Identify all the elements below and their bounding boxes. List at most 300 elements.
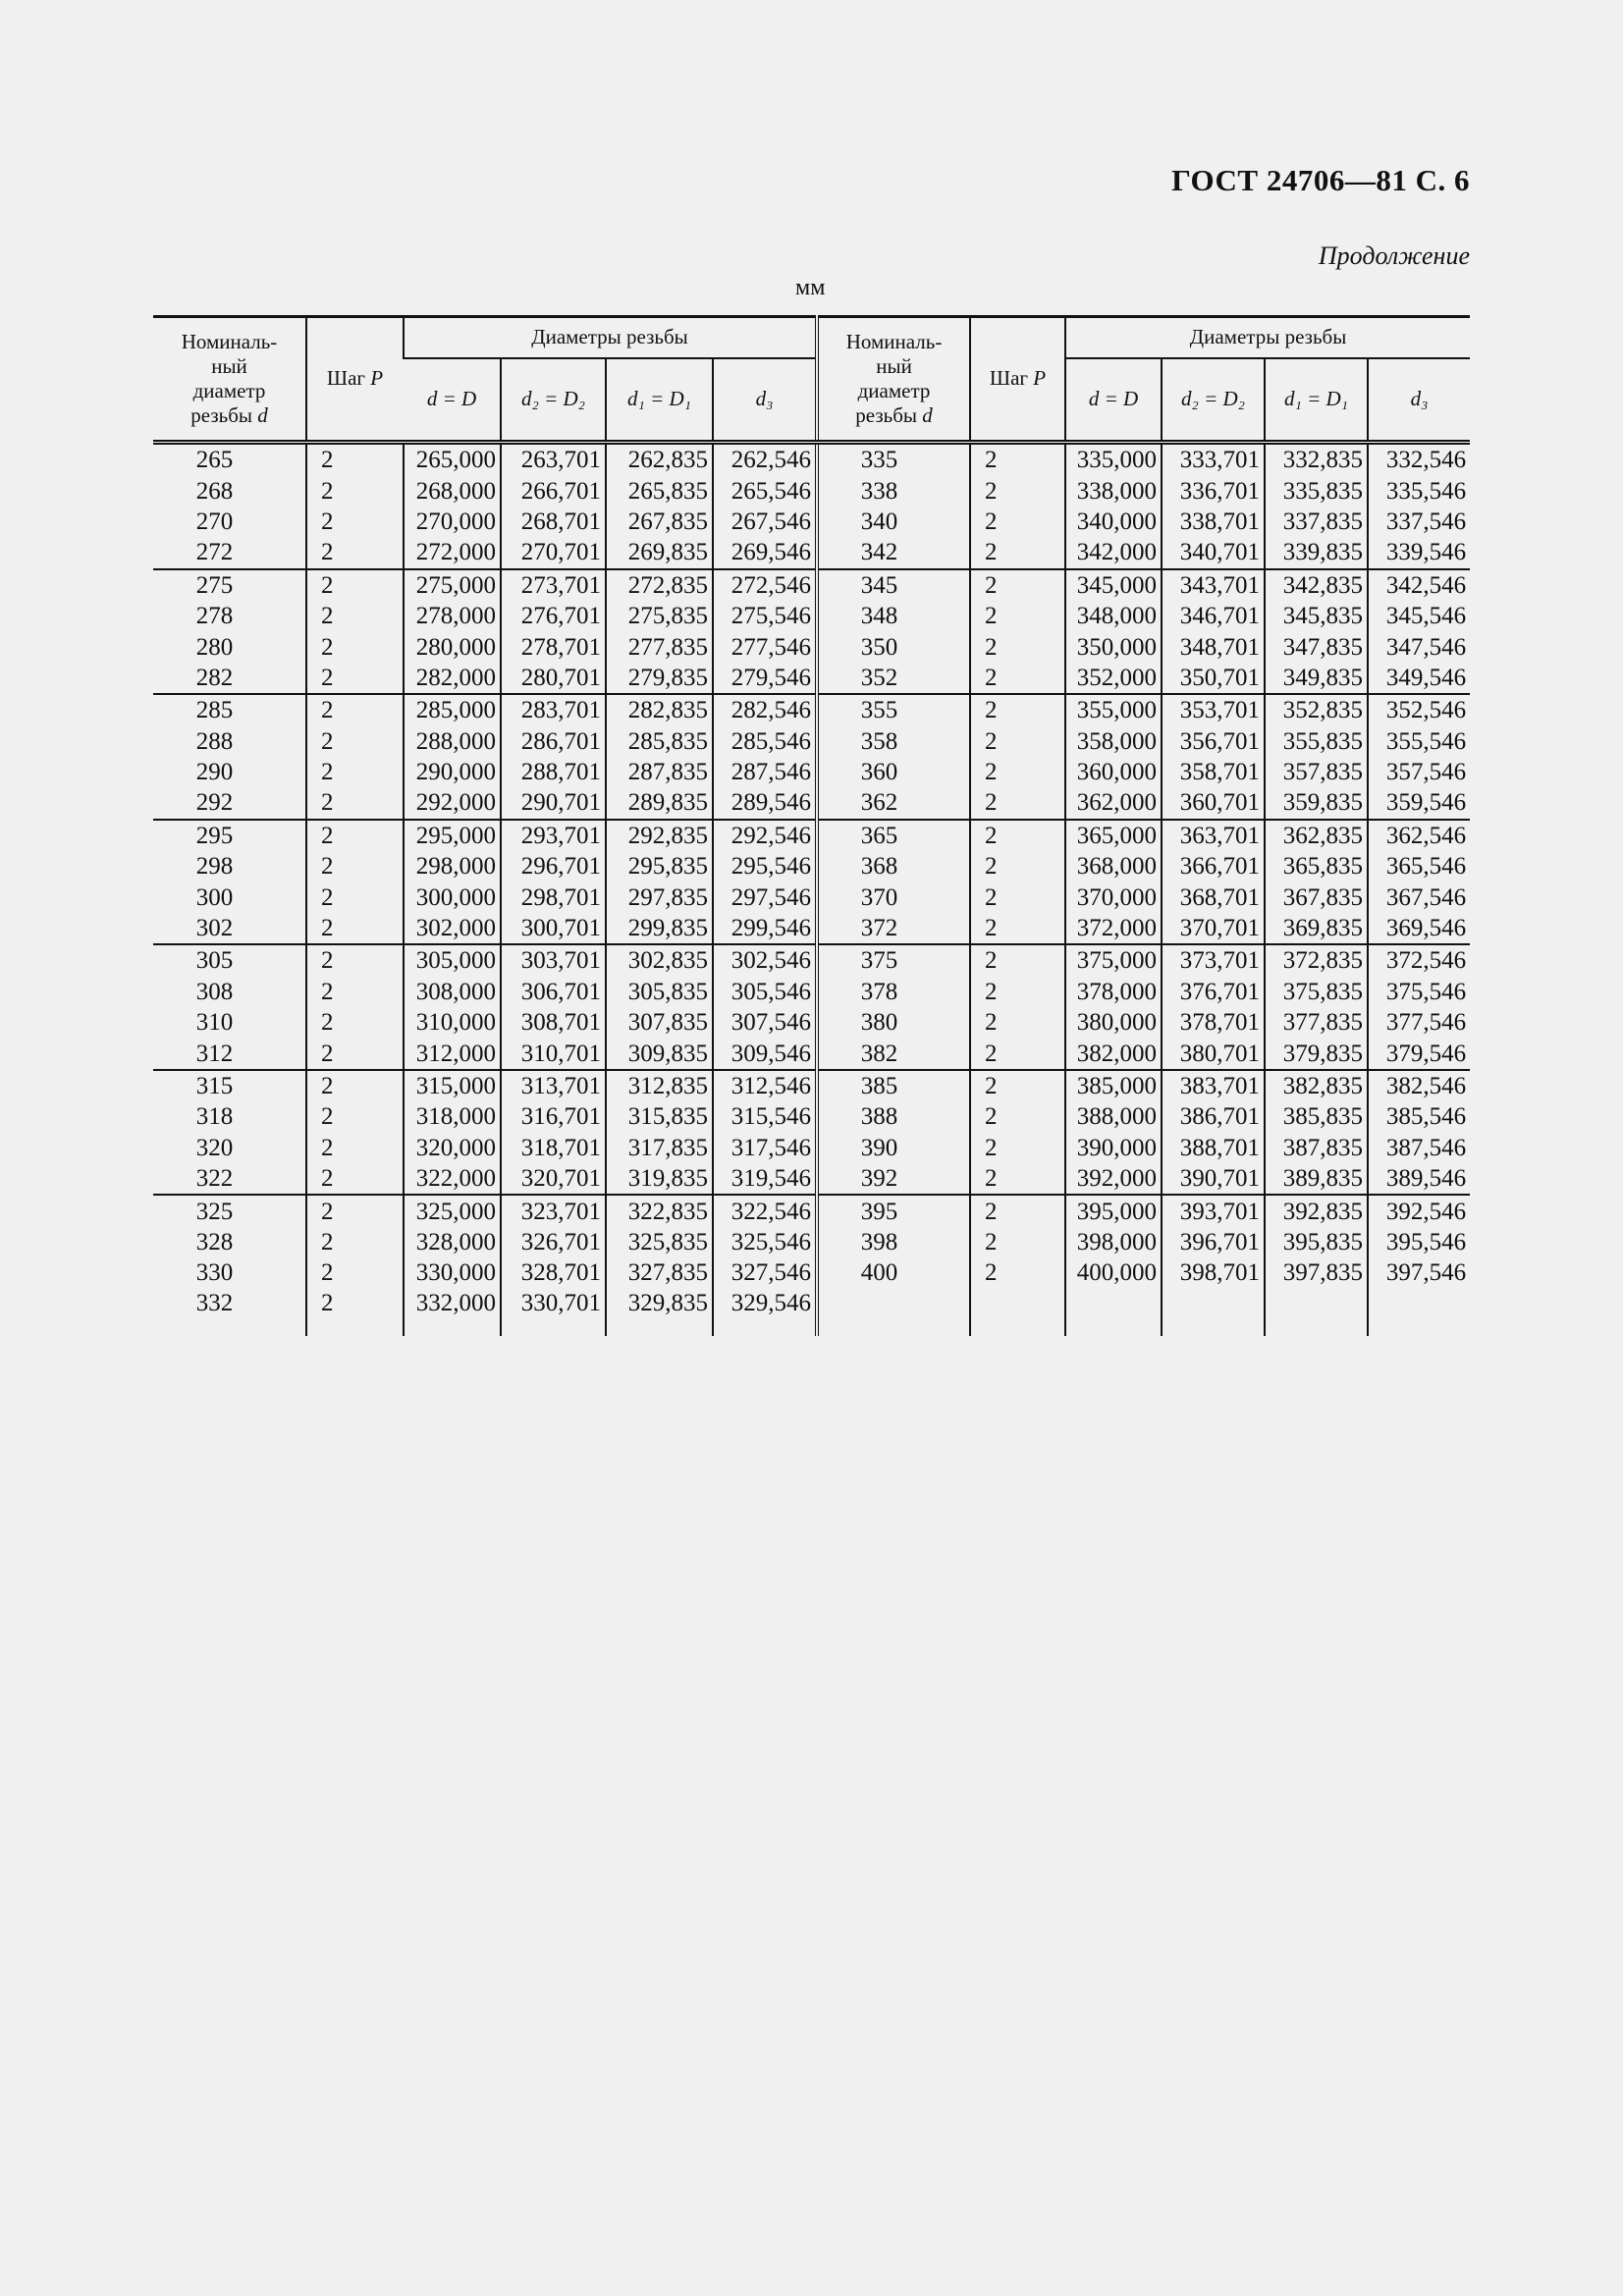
left-d2-cell: 268,701 <box>501 507 606 537</box>
right-step-cell: 2 <box>970 631 1065 662</box>
d-eq-D-header-right: d = D <box>1065 358 1162 443</box>
left-step-cell: 2 <box>306 1257 404 1288</box>
left-d2-cell: 280,701 <box>501 663 606 694</box>
left-d2-cell: 298,701 <box>501 881 606 912</box>
left-d1-cell: 329,835 <box>606 1289 713 1336</box>
right-nominal-cell: 338 <box>817 475 970 506</box>
left-nominal-cell: 272 <box>195 539 234 566</box>
left-step-cell: 2 <box>306 569 404 601</box>
right-step-cell: 2 <box>970 1007 1065 1038</box>
right-d2-cell: 380,701 <box>1162 1038 1265 1069</box>
right-d2-cell: 370,701 <box>1162 913 1265 944</box>
right-d2-cell: 356,701 <box>1162 726 1265 757</box>
left-d1-cell: 315,835 <box>606 1101 713 1132</box>
table-row <box>153 913 1470 944</box>
left-d2-cell: 290,701 <box>501 787 606 819</box>
left-d3-cell: 272,546 <box>713 569 817 601</box>
right-nominal-cell: 380 <box>817 1007 970 1038</box>
right-d2-cell: 333,701 <box>1162 443 1265 476</box>
left-d2-cell: 300,701 <box>501 913 606 944</box>
right-d-cell: 392,000 <box>1065 1163 1162 1195</box>
right-step-cell: 2 <box>970 944 1065 976</box>
left-nominal-cell: 315 <box>153 1070 306 1101</box>
left-step-cell: 2 <box>306 475 404 506</box>
right-step-cell: 2 <box>970 1195 1065 1226</box>
right-nominal-cell: 362 <box>817 787 970 819</box>
left-d2-cell: 266,701 <box>501 475 606 506</box>
right-d3-cell: 337,546 <box>1368 507 1470 537</box>
right-d3-cell: 395,546 <box>1368 1227 1470 1257</box>
left-step-cell: 2 <box>306 537 404 568</box>
left-d3-cell: 277,546 <box>713 631 817 662</box>
right-d3-cell: 397,546 <box>1368 1257 1470 1288</box>
left-d2-cell: 283,701 <box>501 694 606 725</box>
right-step-cell: 2 <box>970 787 1065 819</box>
right-d1-cell: 337,835 <box>1265 507 1368 537</box>
left-d1-cell: 292,835 <box>606 820 713 851</box>
left-step-cell: 2 <box>306 443 404 476</box>
table-row <box>153 820 1470 851</box>
left-step-cell: 2 <box>306 1133 404 1163</box>
table-body <box>153 443 1470 1336</box>
left-d1-cell: 295,835 <box>606 851 713 881</box>
right-d-cell: 360,000 <box>1065 757 1162 787</box>
right-d3-cell <box>1368 1289 1470 1336</box>
left-d2-cell: 276,701 <box>501 601 606 631</box>
left-d1-cell: 317,835 <box>606 1133 713 1163</box>
right-d2-cell: 366,701 <box>1162 851 1265 881</box>
right-d1-cell <box>1265 1289 1368 1336</box>
left-d1-cell: 282,835 <box>606 694 713 725</box>
left-d3-cell: 295,546 <box>713 851 817 881</box>
left-d2-cell: 310,701 <box>501 1038 606 1069</box>
d1-eq-D1-header-right: d₁ = D₁ <box>1265 358 1368 443</box>
d3-header: d₃ <box>713 358 817 443</box>
left-d3-cell: 325,546 <box>713 1227 817 1257</box>
right-nominal-cell: 360 <box>817 757 970 787</box>
left-d-cell: 305,000 <box>404 944 501 976</box>
right-d3-cell: 387,546 <box>1368 1133 1470 1163</box>
right-nominal-cell: 382 <box>817 1038 970 1069</box>
left-d2-cell: 263,701 <box>501 443 606 476</box>
d3-header-right: d₃ <box>1368 358 1470 443</box>
left-d-cell: 290,000 <box>404 757 501 787</box>
right-nominal-cell: 342 <box>817 537 970 568</box>
right-nominal-cell: 398 <box>817 1227 970 1257</box>
left-nominal-cell: 325 <box>153 1195 306 1226</box>
left-d1-cell: 307,835 <box>606 1007 713 1038</box>
left-d3-cell: 279,546 <box>713 663 817 694</box>
nominal-diameter-header: Номиналь- ный диаметр резьбы d <box>153 317 306 443</box>
right-d2-cell <box>1162 1289 1265 1336</box>
left-d-cell: 312,000 <box>404 1038 501 1069</box>
left-step-cell: 2 <box>306 1289 404 1336</box>
left-step-cell: 2 <box>306 1195 404 1226</box>
right-step-cell: 2 <box>970 443 1065 476</box>
right-step-cell: 2 <box>970 537 1065 568</box>
right-nominal-cell: 368 <box>817 851 970 881</box>
right-step-cell: 2 <box>970 757 1065 787</box>
right-d-cell: 352,000 <box>1065 663 1162 694</box>
table-row <box>153 1257 1470 1288</box>
right-nominal-cell: 335 <box>817 443 970 476</box>
right-d-cell: 400,000 <box>1065 1257 1162 1288</box>
left-nominal-cell: 330 <box>195 1259 234 1287</box>
table-row <box>153 1007 1470 1038</box>
left-d2-cell: 318,701 <box>501 1133 606 1163</box>
right-d-cell: 395,000 <box>1065 1195 1162 1226</box>
table-row <box>153 1227 1470 1257</box>
left-d-cell: 285,000 <box>404 694 501 725</box>
left-nominal-cell: 298 <box>195 853 234 881</box>
left-d1-cell: 285,835 <box>606 726 713 757</box>
left-d-cell: 315,000 <box>404 1070 501 1101</box>
table-row <box>153 475 1470 506</box>
right-d3-cell: 352,546 <box>1368 694 1470 725</box>
table-row <box>153 601 1470 631</box>
right-d-cell: 370,000 <box>1065 881 1162 912</box>
right-d3-cell: 369,546 <box>1368 913 1470 944</box>
left-d1-cell: 297,835 <box>606 881 713 912</box>
left-nominal-cell: 268 <box>195 477 234 505</box>
page-title: ГОСТ 24706—81 С. 6 <box>1171 163 1470 197</box>
left-nominal-cell: 295 <box>153 820 306 851</box>
left-d3-cell: 267,546 <box>713 507 817 537</box>
left-d1-cell: 319,835 <box>606 1163 713 1195</box>
left-d1-cell: 275,835 <box>606 601 713 631</box>
right-d-cell: 380,000 <box>1065 1007 1162 1038</box>
diameters-group-header: Диаметры резьбы <box>404 317 817 359</box>
left-step-cell: 2 <box>306 663 404 694</box>
right-d-cell: 398,000 <box>1065 1227 1162 1257</box>
right-step-cell: 2 <box>970 507 1065 537</box>
right-d1-cell: 369,835 <box>1265 913 1368 944</box>
left-d3-cell: 309,546 <box>713 1038 817 1069</box>
left-nominal-cell: 280 <box>195 633 234 661</box>
right-d2-cell: 353,701 <box>1162 694 1265 725</box>
right-step-cell: 2 <box>970 1038 1065 1069</box>
right-step-cell: 2 <box>970 1070 1065 1101</box>
right-d2-cell: 376,701 <box>1162 977 1265 1007</box>
left-d3-cell: 322,546 <box>713 1195 817 1226</box>
left-d1-cell: 265,835 <box>606 475 713 506</box>
left-nominal-cell: 318 <box>195 1103 234 1131</box>
left-d1-cell: 269,835 <box>606 537 713 568</box>
right-d2-cell: 340,701 <box>1162 537 1265 568</box>
left-d2-cell: 293,701 <box>501 820 606 851</box>
right-d1-cell: 377,835 <box>1265 1007 1368 1038</box>
left-d2-cell: 328,701 <box>501 1257 606 1288</box>
right-d1-cell: 355,835 <box>1265 726 1368 757</box>
left-nominal-cell: 278 <box>195 603 234 630</box>
right-step-cell: 2 <box>970 601 1065 631</box>
right-d3-cell: 392,546 <box>1368 1195 1470 1226</box>
table-row <box>153 881 1470 912</box>
table-row <box>153 851 1470 881</box>
left-d-cell: 300,000 <box>404 881 501 912</box>
left-d-cell: 302,000 <box>404 913 501 944</box>
table-row <box>153 443 1470 476</box>
left-d1-cell: 302,835 <box>606 944 713 976</box>
table-row <box>153 1195 1470 1226</box>
right-d3-cell: 342,546 <box>1368 569 1470 601</box>
left-d1-cell: 322,835 <box>606 1195 713 1226</box>
left-d3-cell: 305,546 <box>713 977 817 1007</box>
left-d-cell: 268,000 <box>404 475 501 506</box>
right-nominal-cell: 385 <box>817 1070 970 1101</box>
left-d-cell: 275,000 <box>404 569 501 601</box>
right-d1-cell: 357,835 <box>1265 757 1368 787</box>
right-d3-cell: 367,546 <box>1368 881 1470 912</box>
left-d3-cell: 327,546 <box>713 1257 817 1288</box>
left-d1-cell: 309,835 <box>606 1038 713 1069</box>
right-d1-cell: 359,835 <box>1265 787 1368 819</box>
right-d2-cell: 346,701 <box>1162 601 1265 631</box>
right-step-cell: 2 <box>970 1133 1065 1163</box>
nominal-diameter-header-right: Номиналь- ный диаметр резьбы d <box>817 317 970 443</box>
left-d1-cell: 287,835 <box>606 757 713 787</box>
right-d3-cell: 382,546 <box>1368 1070 1470 1101</box>
left-d-cell: 272,000 <box>404 537 501 568</box>
right-d2-cell: 343,701 <box>1162 569 1265 601</box>
right-nominal-cell: 400 <box>817 1257 970 1288</box>
left-d1-cell: 279,835 <box>606 663 713 694</box>
left-d-cell: 308,000 <box>404 977 501 1007</box>
left-d3-cell: 265,546 <box>713 475 817 506</box>
left-nominal-cell: 308 <box>195 978 234 1005</box>
table-row <box>153 663 1470 694</box>
left-d-cell: 292,000 <box>404 787 501 819</box>
right-d-cell: 368,000 <box>1065 851 1162 881</box>
left-nominal-cell: 320 <box>195 1134 234 1161</box>
table-row <box>153 1289 1470 1336</box>
left-nominal-cell: 270 <box>195 507 234 535</box>
left-d1-cell: 327,835 <box>606 1257 713 1288</box>
left-d2-cell: 323,701 <box>501 1195 606 1226</box>
left-d3-cell: 317,546 <box>713 1133 817 1163</box>
right-d2-cell: 386,701 <box>1162 1101 1265 1132</box>
right-d1-cell: 342,835 <box>1265 569 1368 601</box>
right-nominal-cell: 370 <box>817 881 970 912</box>
table-row <box>153 507 1470 537</box>
right-d2-cell: 398,701 <box>1162 1257 1265 1288</box>
table-row <box>153 569 1470 601</box>
right-nominal-cell: 358 <box>817 726 970 757</box>
right-d3-cell: 349,546 <box>1368 663 1470 694</box>
left-d3-cell: 289,546 <box>713 787 817 819</box>
right-step-cell: 2 <box>970 913 1065 944</box>
right-d-cell: 350,000 <box>1065 631 1162 662</box>
right-step-cell: 2 <box>970 663 1065 694</box>
right-step-cell: 2 <box>970 694 1065 725</box>
right-d1-cell: 332,835 <box>1265 443 1368 476</box>
left-step-cell: 2 <box>306 694 404 725</box>
right-d3-cell: 389,546 <box>1368 1163 1470 1195</box>
left-d3-cell: 312,546 <box>713 1070 817 1101</box>
right-d1-cell: 395,835 <box>1265 1227 1368 1257</box>
right-d3-cell: 335,546 <box>1368 475 1470 506</box>
right-step-cell: 2 <box>970 851 1065 881</box>
left-step-cell: 2 <box>306 1038 404 1069</box>
right-d2-cell: 383,701 <box>1162 1070 1265 1101</box>
right-d1-cell: 382,835 <box>1265 1070 1368 1101</box>
left-d2-cell: 296,701 <box>501 851 606 881</box>
left-step-cell: 2 <box>306 1070 404 1101</box>
right-d2-cell: 348,701 <box>1162 631 1265 662</box>
right-d1-cell: 392,835 <box>1265 1195 1368 1226</box>
right-d3-cell: 332,546 <box>1368 443 1470 476</box>
right-d2-cell: 336,701 <box>1162 475 1265 506</box>
right-nominal-cell: 395 <box>817 1195 970 1226</box>
right-nominal-cell: 365 <box>817 820 970 851</box>
left-nominal-cell: 332 <box>195 1289 234 1316</box>
left-d2-cell: 273,701 <box>501 569 606 601</box>
right-d3-cell: 379,546 <box>1368 1038 1470 1069</box>
left-step-cell: 2 <box>306 913 404 944</box>
right-nominal-cell: 340 <box>817 507 970 537</box>
left-d3-cell: 269,546 <box>713 537 817 568</box>
left-d-cell: 288,000 <box>404 726 501 757</box>
d2-eq-D2-header: d₂ = D₂ <box>501 358 606 443</box>
left-step-cell: 2 <box>306 507 404 537</box>
left-d2-cell: 308,701 <box>501 1007 606 1038</box>
right-d2-cell: 373,701 <box>1162 944 1265 976</box>
left-nominal-cell: 288 <box>195 727 234 755</box>
right-d1-cell: 339,835 <box>1265 537 1368 568</box>
right-d3-cell: 359,546 <box>1368 787 1470 819</box>
right-nominal-cell: 345 <box>817 569 970 601</box>
left-nominal-cell: 282 <box>195 664 234 691</box>
right-d3-cell: 355,546 <box>1368 726 1470 757</box>
left-d1-cell: 267,835 <box>606 507 713 537</box>
right-d3-cell: 339,546 <box>1368 537 1470 568</box>
right-step-cell: 2 <box>970 1101 1065 1132</box>
diameters-group-header-right: Диаметры резьбы <box>1065 317 1470 359</box>
right-nominal-cell: 352 <box>817 663 970 694</box>
left-step-cell: 2 <box>306 726 404 757</box>
left-d-cell: 310,000 <box>404 1007 501 1038</box>
left-d-cell: 280,000 <box>404 631 501 662</box>
left-step-cell: 2 <box>306 787 404 819</box>
left-d-cell: 265,000 <box>404 443 501 476</box>
left-nominal-cell: 328 <box>195 1228 234 1255</box>
left-step-cell: 2 <box>306 977 404 1007</box>
left-d3-cell: 302,546 <box>713 944 817 976</box>
right-d1-cell: 372,835 <box>1265 944 1368 976</box>
right-d2-cell: 358,701 <box>1162 757 1265 787</box>
right-d2-cell: 363,701 <box>1162 820 1265 851</box>
right-step-cell: 2 <box>970 977 1065 1007</box>
right-step-cell: 2 <box>970 1227 1065 1257</box>
continuation-label: Продолжение <box>1318 241 1470 270</box>
right-nominal-cell: 378 <box>817 977 970 1007</box>
right-step-cell: 2 <box>970 1163 1065 1195</box>
right-step-cell: 2 <box>970 1257 1065 1288</box>
left-d1-cell: 325,835 <box>606 1227 713 1257</box>
unit-label: мм <box>795 275 826 300</box>
right-d1-cell: 352,835 <box>1265 694 1368 725</box>
table-row <box>153 944 1470 976</box>
left-step-cell: 2 <box>306 601 404 631</box>
right-step-cell: 2 <box>970 881 1065 912</box>
right-d-cell: 335,000 <box>1065 443 1162 476</box>
left-d2-cell: 316,701 <box>501 1101 606 1132</box>
left-d2-cell: 320,701 <box>501 1163 606 1195</box>
left-d-cell: 320,000 <box>404 1133 501 1163</box>
left-d3-cell: 299,546 <box>713 913 817 944</box>
right-d1-cell: 345,835 <box>1265 601 1368 631</box>
right-nominal-cell: 355 <box>817 694 970 725</box>
right-nominal-cell: 390 <box>817 1133 970 1163</box>
left-step-cell: 2 <box>306 944 404 976</box>
right-d1-cell: 385,835 <box>1265 1101 1368 1132</box>
left-d3-cell: 275,546 <box>713 601 817 631</box>
left-nominal-cell: 265 <box>195 447 234 474</box>
right-d3-cell: 362,546 <box>1368 820 1470 851</box>
left-step-cell: 2 <box>306 1007 404 1038</box>
right-d-cell: 378,000 <box>1065 977 1162 1007</box>
left-d3-cell: 282,546 <box>713 694 817 725</box>
left-nominal-cell: 305 <box>153 944 306 976</box>
right-d2-cell: 393,701 <box>1162 1195 1265 1226</box>
step-header: Шаг P <box>306 317 404 443</box>
table-row <box>153 1133 1470 1163</box>
right-d-cell <box>1065 1289 1162 1336</box>
left-d-cell: 330,000 <box>404 1257 501 1288</box>
left-d2-cell: 306,701 <box>501 977 606 1007</box>
d-eq-D-header: d = D <box>404 358 501 443</box>
left-d-cell: 282,000 <box>404 663 501 694</box>
table-row <box>153 537 1470 568</box>
table-row <box>153 1163 1470 1195</box>
table-row <box>153 977 1470 1007</box>
left-d-cell: 322,000 <box>404 1163 501 1195</box>
left-d1-cell: 299,835 <box>606 913 713 944</box>
right-d2-cell: 360,701 <box>1162 787 1265 819</box>
left-d3-cell: 292,546 <box>713 820 817 851</box>
right-d-cell: 375,000 <box>1065 944 1162 976</box>
right-d-cell: 362,000 <box>1065 787 1162 819</box>
left-d1-cell: 305,835 <box>606 977 713 1007</box>
right-d-cell: 385,000 <box>1065 1070 1162 1101</box>
left-step-cell: 2 <box>306 1101 404 1132</box>
table-row <box>153 1070 1470 1101</box>
left-step-cell: 2 <box>306 631 404 662</box>
left-d2-cell: 288,701 <box>501 757 606 787</box>
right-d1-cell: 387,835 <box>1265 1133 1368 1163</box>
left-nominal-cell: 310 <box>195 1009 234 1037</box>
table-row <box>153 631 1470 662</box>
left-d2-cell: 303,701 <box>501 944 606 976</box>
left-nominal-cell: 285 <box>153 694 306 725</box>
left-d3-cell: 285,546 <box>713 726 817 757</box>
right-d2-cell: 396,701 <box>1162 1227 1265 1257</box>
table-row <box>153 757 1470 787</box>
left-d3-cell: 287,546 <box>713 757 817 787</box>
right-d1-cell: 349,835 <box>1265 663 1368 694</box>
right-step-cell: 2 <box>970 569 1065 601</box>
right-d3-cell: 372,546 <box>1368 944 1470 976</box>
left-step-cell: 2 <box>306 851 404 881</box>
right-d1-cell: 362,835 <box>1265 820 1368 851</box>
left-d-cell: 332,000 <box>404 1289 501 1336</box>
right-nominal-cell: 388 <box>817 1101 970 1132</box>
right-d2-cell: 388,701 <box>1162 1133 1265 1163</box>
right-d-cell: 388,000 <box>1065 1101 1162 1132</box>
left-d1-cell: 289,835 <box>606 787 713 819</box>
right-d-cell: 338,000 <box>1065 475 1162 506</box>
right-d3-cell: 345,546 <box>1368 601 1470 631</box>
